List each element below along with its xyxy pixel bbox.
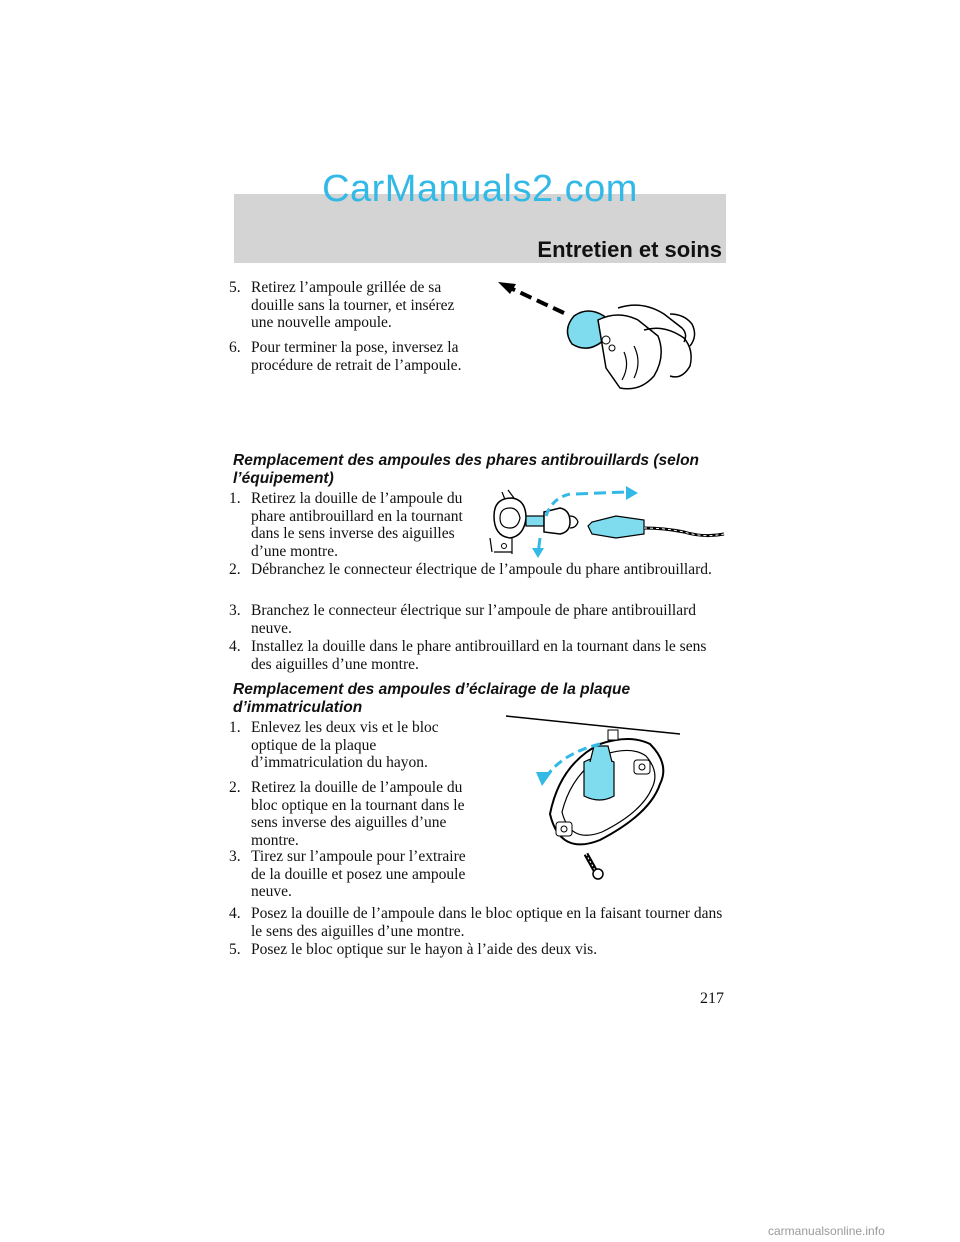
step-number: 2. [229,779,241,796]
step-number: 3. [229,602,241,619]
bulb-socket-illustration [494,280,716,402]
step-text: Installez la douille dans le phare antibrouillard en la tournant dans le sens des aiguilles d’une montre. [251,638,707,673]
step-number: 1. [229,719,241,736]
step-text: Retirez la douille de l’ampoule du bloc optique en la tournant dans le sens inverse des aiguilles d’une montre. [251,779,465,849]
step-1-plate [229,719,469,772]
step-text: Retirez la douille de l’ampoule du phare antibrouillard en la tournant dans le sens inverse des aiguilles d’une montre. [251,490,463,560]
section-title: Entretien et soins [537,237,722,262]
step-3-fog [229,602,729,637]
step-text: Posez le bloc optique sur le hayon à l’aide des deux vis. [251,941,598,958]
step-number: 5. [229,279,241,296]
page-number: 217 [700,990,724,1007]
step-4-plate [229,905,729,940]
step-text: Tirez sur l’ampoule pour l’extraire de la douille et posez une ampoule neuve. [251,848,466,901]
fog-lamp-illustration [480,486,730,560]
step-6-pose [229,339,469,374]
license-plate-lamp-illustration [500,714,690,884]
step-number: 1. [229,490,241,507]
step-text: Pour terminer la pose, inversez la procédure de retrait de l’ampoule. [251,339,462,374]
step-text: Posez la douille de l’ampoule dans le bloc optique en la faisant tourner dans le sens des aiguilles d’une montre. [251,905,723,940]
watermark-footer: carmanualsonline.info [768,1224,885,1238]
step-2-plate [229,779,469,849]
step-text: Débranchez le connecteur électrique de l’ampoule du phare antibrouillard. [251,561,712,578]
step-number: 3. [229,848,241,865]
step-number: 2. [229,561,241,578]
watermark-logo: CarManuals2.com [322,168,638,210]
step-number: 4. [229,638,241,655]
step-number: 6. [229,339,241,356]
step-text: Enlevez les deux vis et le bloc optique de la plaque d’immatriculation du hayon. [251,719,439,772]
step-3-plate [229,848,469,901]
step-number: 4. [229,905,241,922]
step-2-fog [229,561,729,579]
step-5-retirez [229,279,469,332]
step-4-fog [229,638,729,673]
step-number: 5. [229,941,241,958]
heading-fog-lamps: Remplacement des ampoules des phares antibrouillards (selon l’équipement) [233,452,699,487]
step-1-fog [229,490,465,560]
step-text: Branchez le connecteur électrique sur l’ampoule de phare antibrouillard neuve. [251,602,696,637]
heading-license-plate: Remplacement des ampoules d’éclairage de la plaque d’immatriculation [233,681,631,716]
step-5-plate [229,941,729,959]
step-text: Retirez l’ampoule grillée de sa douille sans la tourner, et insérez une nouvelle ampoule. [251,279,455,332]
